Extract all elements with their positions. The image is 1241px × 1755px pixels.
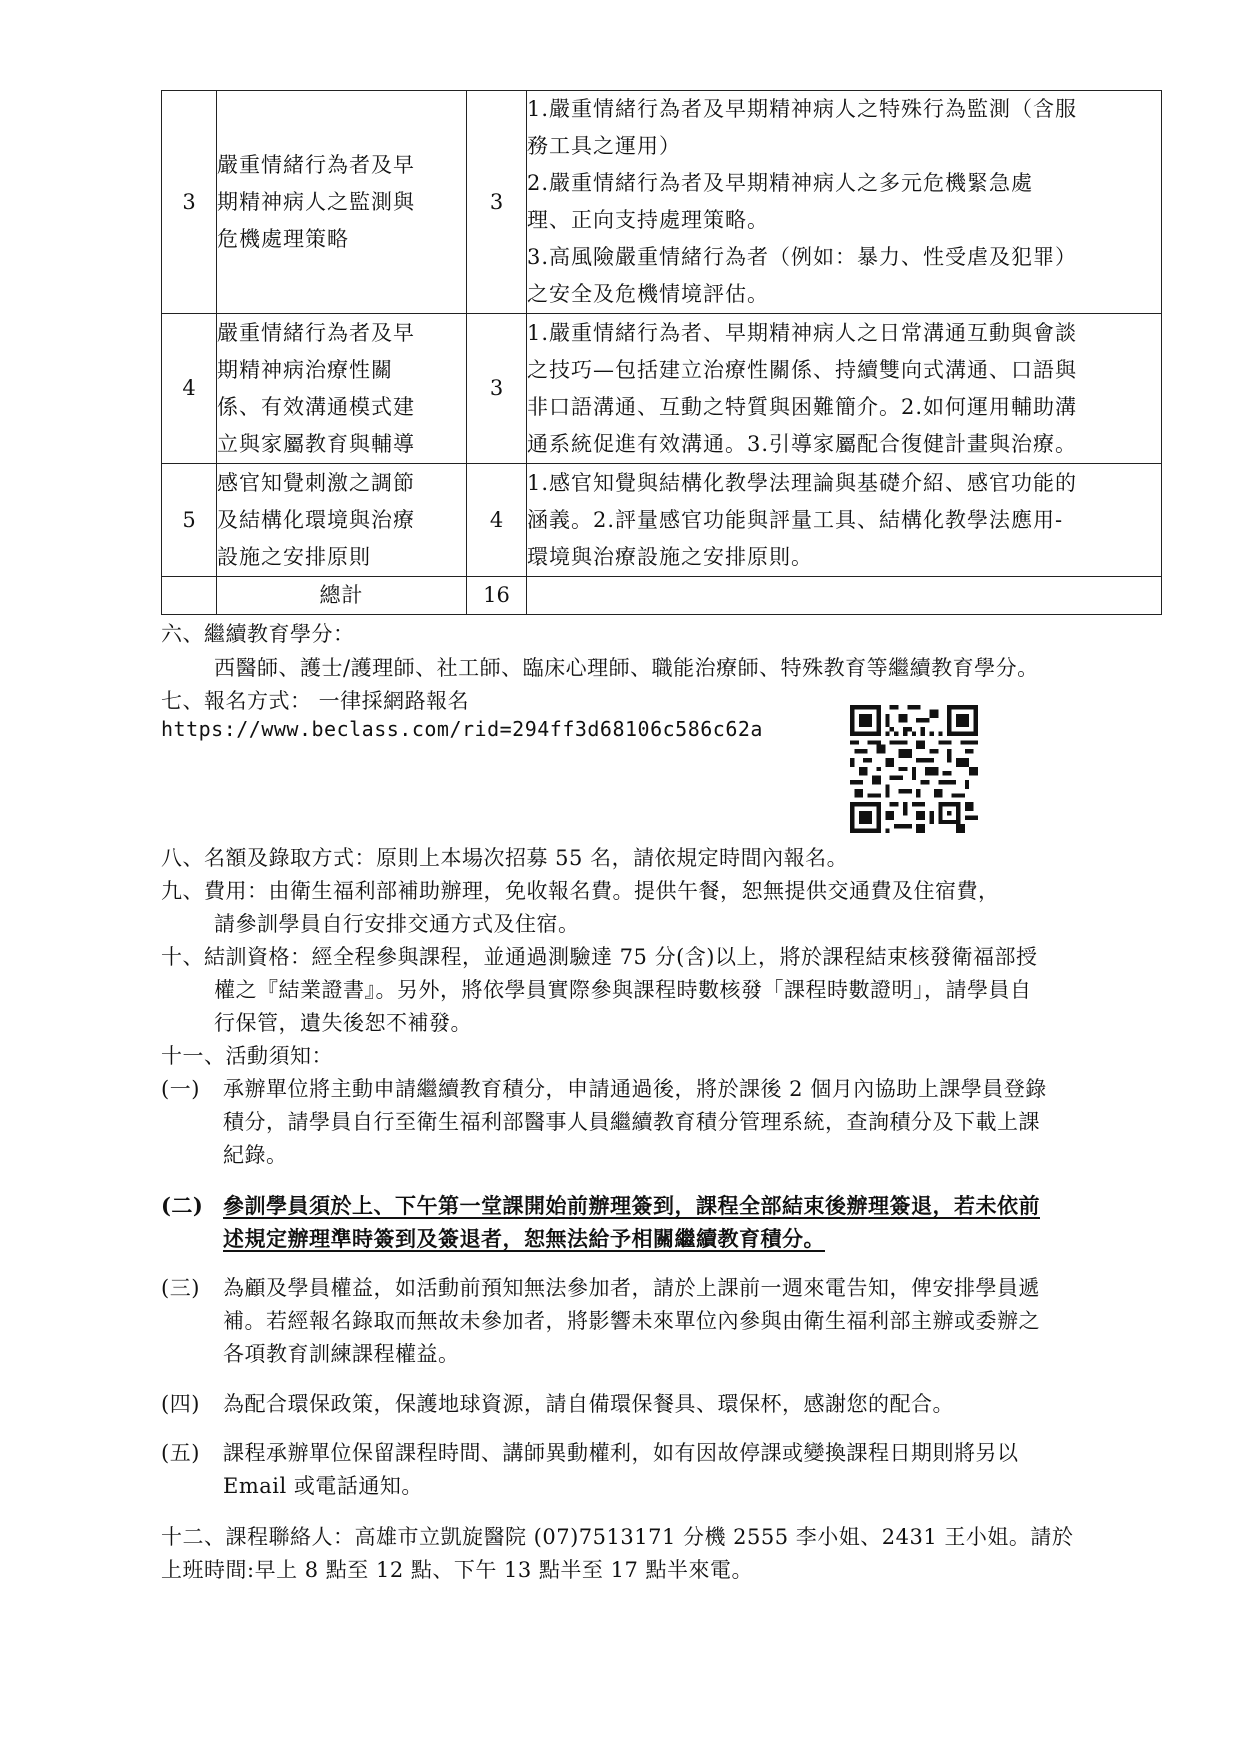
section-7-heading: 七、報名方式： 一律採網路報名	[161, 689, 470, 713]
notice-3-line: 為顧及學員權益，如活動前預知無法參加者，請於上課前一週來電告知，俾安排學員遞	[223, 1276, 1040, 1300]
total-empty-cell	[527, 577, 1162, 615]
qr-code-icon	[850, 705, 978, 833]
table-row	[162, 314, 1162, 464]
topic-line: 期精神病人之監測與	[217, 189, 415, 214]
topic-line: 嚴重情緒行為者及早	[217, 152, 415, 177]
content-line: 之安全及危機情境評估。	[527, 282, 769, 306]
topic-line: 係、有效溝通模式建	[217, 394, 415, 419]
topic-line: 期精神病治療性關	[217, 357, 393, 382]
section-11-heading: 十一、活動須知：	[161, 1044, 333, 1068]
section-12-line1: 十二、課程聯絡人：高雄市立凱旋醫院 (07)7513171 分機 2555 李小姐、2431 王小姐。請於	[161, 1525, 1074, 1549]
total-empty-cell	[162, 577, 217, 615]
content-line: 理、正向支持處理策略。	[527, 208, 769, 232]
table-row	[162, 464, 1162, 577]
row-content	[527, 91, 1162, 314]
section-12-line2: 上班時間:早上 8 點至 12 點、下午 13 點半至 17 點半來電。	[161, 1558, 754, 1582]
section-9-line1: 九、費用：由衛生福利部補助辦理，免收報名費。提供午餐，恕無提供交通費及住宿費，	[161, 879, 1000, 903]
content-line: 1.嚴重情緒行為者、早期精神病人之日常溝通互動與會談	[527, 320, 1078, 345]
content-line: 環境與治療設施之安排原則。	[527, 544, 813, 569]
section-10-line1: 十、結訓資格：經全程參與課程，並通過測驗達 75 分(含)以上，將於課程結束核發衛福部授	[161, 945, 1038, 969]
registration-link[interactable]: https://www.beclass.com/rid=294ff3d68106c586c62a	[161, 717, 763, 741]
row-hours: 3	[467, 314, 527, 464]
topic-line: 立與家屬教育與輔導	[217, 431, 415, 456]
row-number: 4	[162, 314, 217, 464]
topic-line: 危機處理策略	[217, 226, 349, 251]
section-9-line2: 請參訓學員自行安排交通方式及住宿。	[214, 912, 580, 936]
content-line: 3.高風險嚴重情緒行為者（例如：暴力、性受虐及犯罪）	[527, 245, 1078, 269]
course-table	[161, 90, 1162, 615]
row-content	[527, 314, 1162, 464]
row-hours: 4	[467, 464, 527, 577]
table-row	[162, 91, 1162, 314]
section-6-body: 西醫師、護士/護理師、社工師、臨床心理師、職能治療師、特殊教育等繼續教育學分。	[214, 656, 1039, 680]
notice-5-line: Email 或電話通知。	[223, 1474, 423, 1498]
content-line: 通系統促進有效溝通。3.引導家屬配合復健計畫與治療。	[527, 431, 1078, 456]
table-total-row	[162, 577, 1162, 615]
notice-5-line: 課程承辦單位保留課程時間、講師異動權利，如有因故停課或變換課程日期則將另以	[223, 1441, 1019, 1465]
row-topic	[217, 91, 467, 314]
notice-2-line: 參訓學員須於上、下午第一堂課開始前辦理簽到，課程全部結束後辦理簽退，若未依前	[223, 1193, 1040, 1218]
notice-2-line: 述規定辦理準時簽到及簽退者，恕無法給予相關繼續教育積分。	[223, 1226, 825, 1251]
topic-line: 及結構化環境與治療	[217, 507, 415, 532]
row-number: 5	[162, 464, 217, 577]
section-10-line2: 權之『結業證書』。另外，將依學員實際參與課程時數核發「課程時數證明」，請學員自	[214, 978, 1032, 1002]
row-number: 3	[162, 91, 217, 314]
section-10-line3: 行保管，遺失後恕不補發。	[214, 1011, 472, 1035]
row-topic	[217, 464, 467, 577]
total-label: 總計	[217, 577, 467, 615]
notice-1-line: 積分，請學員自行至衛生福利部醫事人員繼續教育積分管理系統，查詢積分及下載上課	[223, 1110, 1040, 1134]
section-8: 八、名額及錄取方式：原則上本場次招募 55 名，請依規定時間內報名。	[161, 846, 849, 870]
content-line: 務工具之運用）	[527, 134, 681, 158]
total-hours: 16	[467, 577, 527, 615]
notice-4-label: (四)	[161, 1392, 200, 1416]
notice-3-label: (三)	[161, 1276, 200, 1300]
content-line: 1.嚴重情緒行為者及早期精神病人之特殊行為監測（含服	[527, 97, 1078, 121]
notice-3-line: 補。若經報名錄取而無故未參加者，將影響未來單位內參與由衛生福利部主辦或委辦之	[223, 1309, 1040, 1333]
content-line: 非口語溝通、互動之特質與困難簡介。2.如何運用輔助溝	[527, 394, 1078, 419]
notice-4-line: 為配合環保政策，保護地球資源，請自備環保餐具、環保杯，感謝您的配合。	[223, 1392, 954, 1416]
notice-1-line: 紀錄。	[223, 1143, 288, 1167]
content-line: 涵義。2.評量感官功能與評量工具、結構化教學法應用-	[527, 507, 1064, 532]
row-topic	[217, 314, 467, 464]
notice-3-line: 各項教育訓練課程權益。	[223, 1342, 460, 1366]
content-line: 2.嚴重情緒行為者及早期精神病人之多元危機緊急處	[527, 171, 1034, 195]
notice-1-label: (一)	[161, 1077, 200, 1101]
content-line: 之技巧—包括建立治療性關係、持續雙向式溝通、口語與	[527, 357, 1077, 382]
row-hours: 3	[467, 91, 527, 314]
content-line: 1.感官知覺與結構化教學法理論與基礎介紹、感官功能的	[527, 470, 1078, 495]
topic-line: 設施之安排原則	[217, 544, 371, 569]
topic-line: 感官知覺刺激之調節	[217, 470, 415, 495]
section-6-heading: 六、繼續教育學分：	[161, 622, 355, 646]
notice-5-label: (五)	[161, 1441, 200, 1465]
row-content	[527, 464, 1162, 577]
topic-line: 嚴重情緒行為者及早	[217, 320, 415, 345]
notice-1-line: 承辦單位將主動申請繼續教育積分，申請通過後，將於課後 2 個月內協助上課學員登錄	[223, 1077, 1047, 1101]
notice-2-label: (二)	[161, 1193, 204, 1218]
